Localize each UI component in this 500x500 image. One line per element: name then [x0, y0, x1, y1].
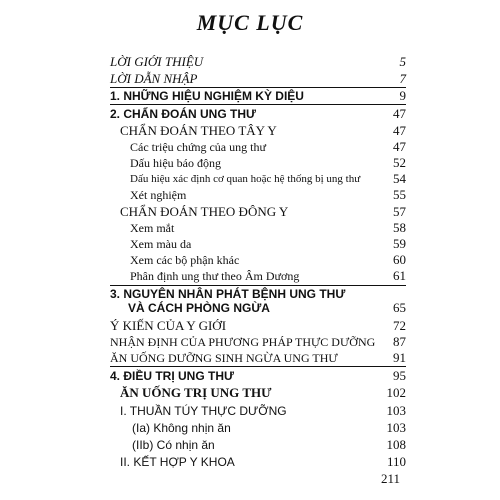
toc-entry [110, 187, 406, 203]
toc-entry-page: 103 [386, 403, 406, 418]
toc-entry-label: I. THUẦN TÚY THỰC DƯỠNG [120, 404, 287, 418]
toc-entry-label: LỜI DẪN NHẬP [110, 71, 198, 86]
toc-entry [110, 420, 406, 436]
toc-entry-label: 4. ĐIỀU TRỊ UNG THƯ [110, 369, 234, 383]
toc-entry-label: Phân định ung thư theo Âm Dương [130, 269, 300, 283]
toc-entry-page: 58 [393, 220, 406, 235]
toc-entry-label: Các triệu chứng của ung thư [130, 140, 266, 154]
toc-entry-label: Xét nghiệm [130, 188, 187, 202]
toc-entry-page: 103 [386, 420, 406, 435]
toc-entry-page: 47 [393, 106, 406, 121]
toc-entry [110, 236, 406, 252]
toc-entry [110, 334, 406, 350]
divider [110, 366, 406, 367]
toc-entry-page: 57 [393, 204, 406, 219]
divider [110, 104, 406, 105]
toc-entry-label: 3. NGUYÊN NHÂN PHÁT BỆNH UNG THƯ [110, 287, 346, 301]
toc-entry-label: ĂN UỐNG TRỊ UNG THƯ [120, 385, 272, 400]
toc-entry-label: Dấu hiệu báo động [130, 156, 221, 170]
toc-entry [110, 268, 406, 284]
toc-entry [110, 437, 406, 453]
toc-entry-page: 87 [393, 334, 406, 349]
toc-entry [110, 350, 406, 366]
toc-entry-page: 65 [393, 300, 406, 315]
toc-entry-label: Xem các bộ phận khác [130, 253, 240, 267]
page-number: 211 [380, 471, 400, 486]
toc-entry-label: ĂN UỐNG DƯỠNG SINH NGỪA UNG THƯ [110, 351, 338, 365]
toc-entry [110, 106, 406, 122]
toc-entry-page: 54 [393, 171, 406, 186]
toc-entry-page: 47 [393, 139, 406, 154]
page-title: MỤC LỤC [196, 10, 304, 35]
toc-entry-page: 52 [393, 155, 406, 170]
toc-entry-page: 59 [393, 236, 406, 251]
toc-entry-label: (Ia) Không nhịn ăn [132, 421, 231, 435]
toc-entry [110, 204, 406, 220]
toc-entry-label: VÀ CÁCH PHÒNG NGỪA [128, 301, 270, 315]
toc-entry [110, 139, 406, 155]
toc-entry-label: 2. CHẨN ĐOÁN UNG THƯ [110, 107, 256, 121]
toc-entry-page: 95 [393, 368, 406, 383]
toc-entry-label: CHẨN ĐOÁN THEO TÂY Y [120, 123, 277, 138]
toc-entry [110, 54, 406, 70]
toc-entry-label: 1. NHỮNG HIỆU NGHIỆM KỲ DIỆU [110, 89, 304, 103]
toc-entry-page: 102 [386, 385, 406, 400]
toc-entry [110, 368, 406, 384]
toc-entry [110, 71, 406, 87]
toc-entry-label: II. KẾT HỢP Y KHOA [120, 455, 235, 469]
toc-entry-page: 60 [393, 252, 406, 267]
toc-entry-label: NHẬN ĐỊNH CỦA PHƯƠNG PHÁP THỰC DƯỠNG [110, 335, 376, 349]
toc-entry-label: CHẨN ĐOÁN THEO ĐÔNG Y [120, 204, 289, 219]
toc-entry-label: Xem màu da [130, 237, 192, 251]
toc-entry-page: 108 [386, 437, 406, 452]
toc-entry-page: 110 [386, 454, 406, 469]
toc-entry-label: LỜI GIỚI THIỆU [110, 54, 204, 69]
toc-entry [110, 123, 406, 139]
toc-entry [110, 220, 406, 236]
toc-entry [110, 300, 406, 316]
toc-entry-label: Ý KIẾN CỦA Y GIỚI [110, 318, 227, 333]
toc-entry-page: 55 [393, 187, 406, 202]
toc-entry [110, 454, 406, 470]
toc-entry [110, 171, 406, 187]
toc-entry [110, 318, 406, 334]
toc-entry-label: Dấu hiệu xác định cơ quan hoặc hệ thống bị ung thư [130, 173, 361, 185]
toc-entry [110, 403, 406, 419]
toc-entry-page: 7 [399, 71, 406, 86]
toc-entry-page: 72 [393, 318, 406, 333]
toc-entry-label: (IIb) Có nhịn ăn [132, 438, 215, 452]
toc-entry [110, 385, 406, 401]
toc-entry [110, 252, 406, 268]
toc-entry [110, 88, 406, 104]
toc-entry [110, 155, 406, 171]
toc-entry-page: 61 [393, 268, 406, 283]
toc-entry-label: Xem mắt [130, 221, 175, 235]
toc-entry-page: 9 [399, 88, 406, 103]
toc-entry-page: 91 [393, 350, 406, 365]
toc-entry-page: 5 [399, 54, 406, 69]
toc-entry-page: 47 [393, 123, 406, 138]
